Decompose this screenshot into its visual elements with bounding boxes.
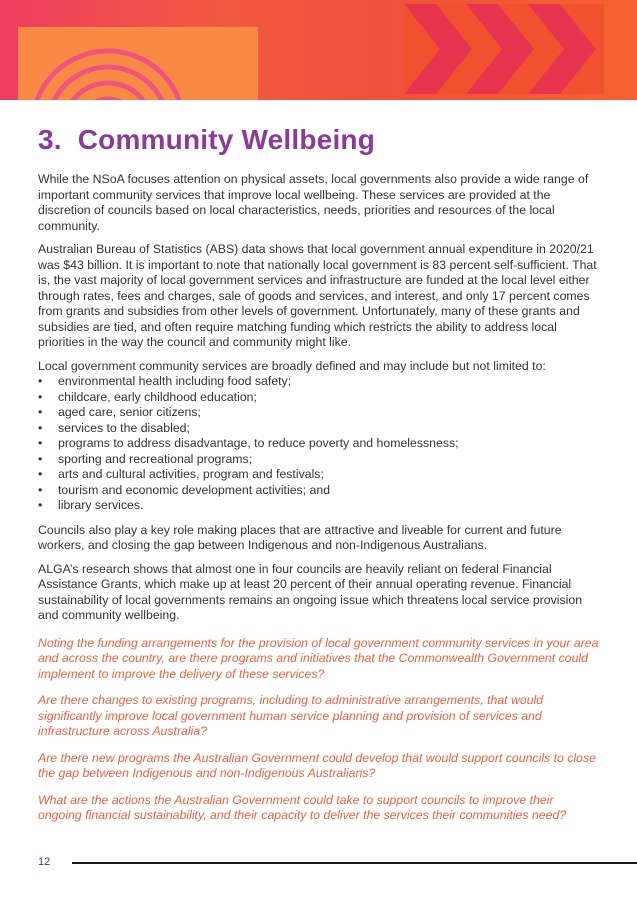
list-item: • environmental health including food safety; bbox=[38, 374, 292, 388]
section-title: Community Wellbeing bbox=[77, 124, 376, 155]
list-item: • childcare, early childhood education; bbox=[38, 389, 257, 404]
bullet-icon: • bbox=[38, 405, 43, 419]
services-list bbox=[38, 374, 600, 514]
chevron-arrows-graphic bbox=[404, 4, 604, 94]
abs-data-paragraph: Australian Bureau of Statistics (ABS) data shows that local government annual expenditure in 2020/21 was $43 billion. It is important to note that nationally local government is 83 percent self-sufficient. That is, the vast majority of local government services and infrastructure are funded at the local level either through rates, fees and charges, sale of goods and services, and interest, and only 17 percent comes from grants and subsidies from other levels of government. Unfortunately, many of these grants and subsidies are tied, and often require matching funding which restricts the ability to address local priorities in the way the council and community might like. bbox=[38, 242, 597, 349]
list-item: • services to the disabled; bbox=[38, 420, 190, 435]
question-1: Noting the funding arrangements for the provision of local government community services in your area and across the country, are there programs and initiatives that the Commonwealth Government could implement to improve the delivery of these services? bbox=[38, 635, 599, 681]
body-content bbox=[38, 172, 600, 835]
intro-paragraph: While the NSoA focuses attention on physical assets, local governments also provide a wide range of important community services that improve local wellbeing. These services are provided at the discretion of councils based on local characteristics, needs, priorities and resources of the local community. bbox=[38, 172, 589, 233]
bullet-icon: • bbox=[38, 420, 43, 435]
page-number: 12 bbox=[38, 856, 51, 868]
footer-divider bbox=[72, 862, 637, 864]
bullet-icon: • bbox=[38, 451, 43, 466]
header-banner bbox=[0, 0, 637, 100]
question-3: Are there new programs the Australian Government could develop that would support councils to close the gap between Indigenous and non-Indigenous Australians? bbox=[38, 750, 596, 780]
banner-chevron-block bbox=[404, 4, 604, 94]
bullet-icon: • bbox=[38, 389, 43, 404]
list-item: • programs to address disadvantage, to reduce poverty and homelessness; bbox=[38, 436, 459, 450]
question-2: Are there changes to existing programs, including to administrative arrangements, that would significantly improve local government human service planning and provision of services and infrastructure across Australia? bbox=[38, 693, 544, 738]
bullet-icon: • bbox=[38, 467, 43, 481]
list-item: • aged care, senior citizens; bbox=[38, 405, 201, 419]
bullet-icon: • bbox=[38, 436, 43, 450]
section-number: 3. bbox=[38, 124, 62, 155]
bullet-icon: • bbox=[38, 374, 43, 388]
bullet-icon: • bbox=[38, 482, 43, 497]
concentric-arcs-graphic bbox=[18, 27, 258, 100]
councils-role-paragraph: Councils also play a key role making places that are attractive and liveable for current and future workers, and closing the gap between Indigenous and non-Indigenous Australians. bbox=[38, 522, 562, 552]
list-item: • sporting and recreational programs; bbox=[38, 451, 253, 466]
question-4: What are the actions the Australian Government could take to support councils to improve their ongoing financial sustainability, and their capacity to deliver the services their communities need? bbox=[38, 792, 567, 822]
services-lead-paragraph: Local government community services are broadly defined and may include but not limited to: bbox=[38, 358, 546, 373]
list-item: • library services. bbox=[38, 498, 144, 512]
alga-research-paragraph: ALGA’s research shows that almost one in four councils are heavily reliant on federal Financial Assistance Grants, which make up at least 20 percent of their annual operating revenue. Financial sustainability of local governments remains an ongoing issue which threatens local service provision and community wellbeing. bbox=[38, 561, 583, 622]
list-item: • arts and cultural activities, program and festivals; bbox=[38, 467, 324, 481]
banner-arc-block bbox=[18, 27, 258, 100]
list-item: • tourism and economic development activities; and bbox=[38, 482, 331, 497]
bullet-icon: • bbox=[38, 498, 43, 512]
page-title bbox=[38, 124, 375, 156]
